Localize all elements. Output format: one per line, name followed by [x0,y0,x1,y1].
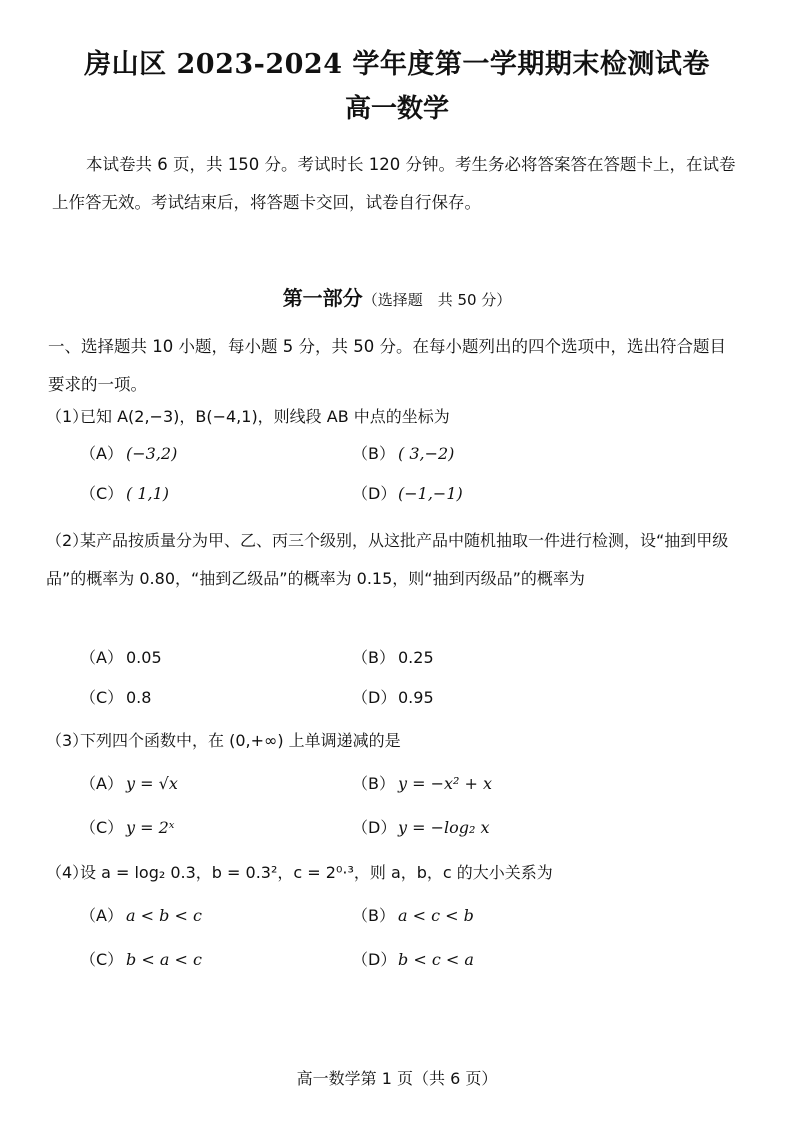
option-c [80,948,202,972]
option-text: b < a < c [126,950,202,969]
question-stem: 下列四个函数中，在 (0,+∞) 上单调递减的是 [80,731,401,750]
option-b [352,442,454,466]
option-text: 0.25 [398,648,434,667]
option-text: ( 3,−2) [398,444,455,463]
option-label: （D） [352,950,397,969]
option-b [352,904,474,928]
option-label: （A） [80,648,123,667]
option-text: (−1,−1) [398,484,463,503]
option-label: （C） [80,950,124,969]
option-label: （A） [80,774,123,793]
option-b [352,772,492,796]
option-b [352,646,434,670]
option-label: （B） [352,648,395,667]
option-c [80,686,151,710]
part-instructions: 一、选择题共 10 小题，每小题 5 分，共 50 分。在每小题列出的四个选项中，选出符合题目要求的一项。 [48,337,726,394]
option-text: 0.8 [126,688,152,707]
question-number: （4） [46,863,89,882]
question-number: （2） [46,531,89,550]
section-title: 第一部分 [282,286,363,310]
option-c [80,816,174,840]
option-label: （B） [352,906,395,925]
exam-subject: 高一数学 [344,94,449,124]
option-text: a < b < c [126,906,202,925]
option-text: (−3,2) [126,444,178,463]
question-1 [46,400,746,434]
option-text: y = −x² + x [398,774,493,793]
option-d [352,482,463,506]
section-subtitle: （选择题 共 50 分） [362,291,512,309]
option-text: y = 2ˣ [126,818,175,837]
option-a [80,772,178,796]
question-number: （1） [46,407,89,426]
option-label: （C） [80,818,124,837]
exam-title: 房山区 2023-2024 学年度第一学期期末检测试卷 [84,49,710,80]
exam-notice: 本试卷共 6 页，共 150 分。考试时长 120 分钟。考生务必将答案答在答题卡上，在试卷上作答无效。考试结束后，将答题卡交回，试卷自行保存。 [52,155,736,212]
option-text: y = −log₂ x [398,818,490,837]
option-c [80,482,169,506]
option-label: （D） [352,688,397,707]
option-label: （D） [352,484,397,503]
option-d [352,948,474,972]
option-text: ( 1,1) [126,484,170,503]
question-number: （3） [46,731,89,750]
question-3 [46,724,746,758]
section-heading [0,282,794,311]
question-4 [46,856,746,890]
option-d [352,686,434,710]
question-stem: 设 a = log₂ 0.3，b = 0.3²，c = 2⁰·³，则 a，b，c 的大小关系为 [80,863,553,882]
option-text: y = √x [126,774,178,793]
option-a [80,904,202,928]
option-text: 0.95 [398,688,434,707]
option-text: a < c < b [398,906,474,925]
option-label: （C） [80,484,124,503]
option-label: （B） [352,774,395,793]
option-label: （B） [352,444,395,463]
page-footer: 高一数学第 1 页（共 6 页） [296,1069,498,1088]
option-a [80,646,162,670]
option-label: （A） [80,906,123,925]
option-text: b < c < a [398,950,474,969]
option-label: （D） [352,818,397,837]
option-d [352,816,490,840]
option-text: 0.05 [126,648,162,667]
question-stem: 某产品按质量分为甲、乙、丙三个级别，从这批产品中随机抽取一件进行检测，设“抽到甲级品”的概率为 0.80，“抽到乙级品”的概率为 0.15，则“抽到丙级品”的概率为 [46,531,729,588]
option-a [80,442,177,466]
option-label: （C） [80,688,124,707]
option-label: （A） [80,444,123,463]
question-2 [46,522,746,598]
question-stem: 已知 A(2,−3)，B(−4,1)，则线段 AB 中点的坐标为 [80,407,450,426]
